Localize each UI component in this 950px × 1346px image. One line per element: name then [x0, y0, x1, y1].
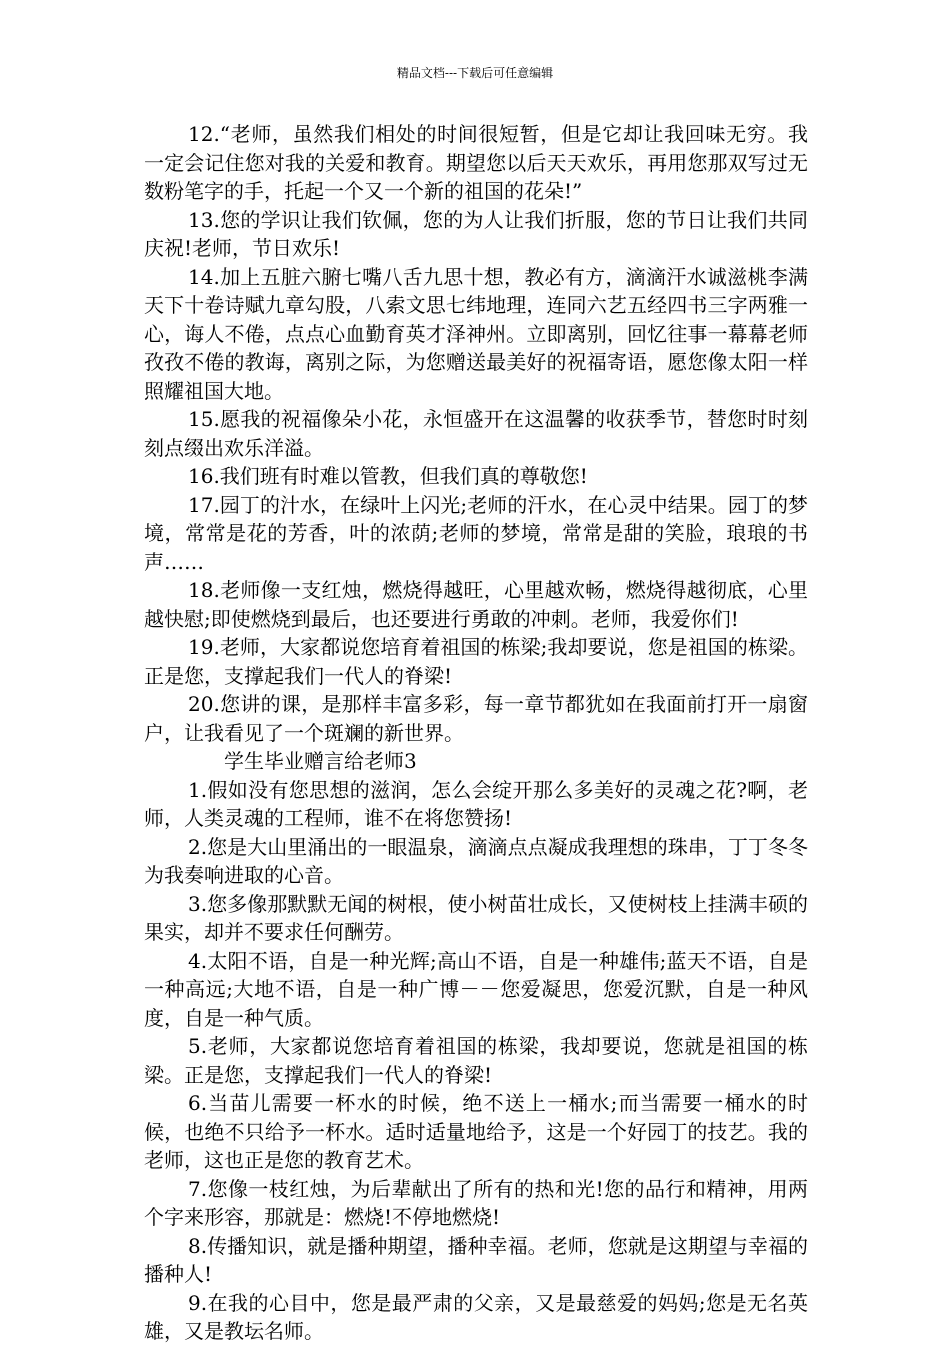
- paragraph-14: 14.加上五脏六腑七嘴八舌九思十想，教必有方，滴滴汗水诚滋桃李满天下十卷诗赋九章勾股，八索文思七纬地理，连同六艺五经四书三字两雅一心，诲人不倦，点点心血勤育英才泽神州。立即离别，回忆往事一幕幕老师孜孜不倦的教诲，离别之际，为您赠送最美好的祝福寄语，愿您像太阳一样照耀祖国大地。: [144, 264, 808, 403]
- page-header: 精品文档---下载后可任意编辑: [396, 66, 554, 80]
- paragraph-15: 15.愿我的祝福像朵小花，永恒盛开在这温馨的收获季节，替您时时刻刻点缀出欢乐洋溢。: [144, 407, 808, 460]
- section3-paragraph-4: 4.太阳不语，自是一种光辉;高山不语，自是一种雄伟;蓝天不语，自是一种高远;大地不语，自是一种广博－－您爱凝思，您爱沉默，自是一种风度，自是一种气质。: [144, 948, 808, 1030]
- section3-paragraph-9: 9.在我的心目中，您是最严肃的父亲，又是最慈爱的妈妈;您是无名英雄，又是教坛名师。: [144, 1290, 808, 1343]
- paragraph-16: 16.我们班有时难以管教，但我们真的尊敬您!: [188, 464, 588, 488]
- section3-paragraph-6: 6.当苗儿需要一杯水的时候，绝不送上一桶水;而当需要一桶水的时候，也绝不只给予一杯水。适时适量地给予，这是一个好园丁的技艺。我的老师，这也正是您的教育艺术。: [144, 1091, 808, 1172]
- section3-paragraph-1: 1.假如没有您思想的滋润，怎么会绽开那么多美好的灵魂之花?啊，老师，人类灵魂的工程师，谁不在将您赞扬!: [144, 777, 808, 830]
- paragraph-13: 13.您的学识让我们钦佩，您的为人让我们折服，您的节日让我们共同庆祝!老师，节日欢乐!: [144, 207, 808, 260]
- document-body: [144, 120, 808, 1346]
- section3-paragraph-8: 8.传播知识，就是播种期望，播种幸福。老师，您就是这期望与幸福的播种人!: [144, 1233, 808, 1286]
- section3-paragraph-5: 5.老师，大家都说您培育着祖国的栋梁，我却要说，您就是祖国的栋梁。正是您，支撑起我们一代人的脊梁!: [144, 1034, 808, 1087]
- section-title: 学生毕业赠言给老师3: [224, 749, 417, 773]
- paragraph-20: 20.您讲的课，是那样丰富多彩，每一章节都犹如在我面前打开一扇窗户，让我看见了一个斑斓的新世界。: [144, 692, 808, 745]
- paragraph-17: 17.园丁的汁水，在绿叶上闪光;老师的汗水，在心灵中结果。园丁的梦境，常常是花的芳香，叶的浓荫;老师的梦境，常常是甜的笑脸，琅琅的书声……: [144, 492, 808, 574]
- section3-paragraph-7: 7.您像一枝红烛，为后辈献出了所有的热和光!您的品行和精神，用两个字来形容，那就是：燃烧!不停地燃烧!: [144, 1176, 808, 1229]
- paragraph-18: 18.老师像一支红烛，燃烧得越旺，心里越欢畅，燃烧得越彻底，心里越快慰;即使燃烧到最后，也还要进行勇敢的冲刺。老师，我爱你们!: [144, 578, 808, 631]
- section3-paragraph-2: 2.您是大山里涌出的一眼温泉，滴滴点点凝成我理想的珠串，丁丁冬冬为我奏响进取的心音。: [144, 834, 808, 887]
- paragraph-19: 19.老师，大家都说您培育着祖国的栋梁;我却要说，您是祖国的栋梁。正是您，支撑起我们一代人的脊梁!: [144, 635, 808, 688]
- section3-paragraph-3: 3.您多像那默默无闻的树根，使小树苗壮成长，又使树枝上挂满丰硕的果实，却并不要求任何酬劳。: [144, 891, 808, 944]
- paragraph-12: 12.“老师，虽然我们相处的时间很短暂，但是它却让我回味无穷。我一定会记住您对我的关爱和教育。期望您以后天天欢乐，再用您那双写过无数粉笔字的手，托起一个又一个新的祖国的花朵!”: [144, 122, 808, 203]
